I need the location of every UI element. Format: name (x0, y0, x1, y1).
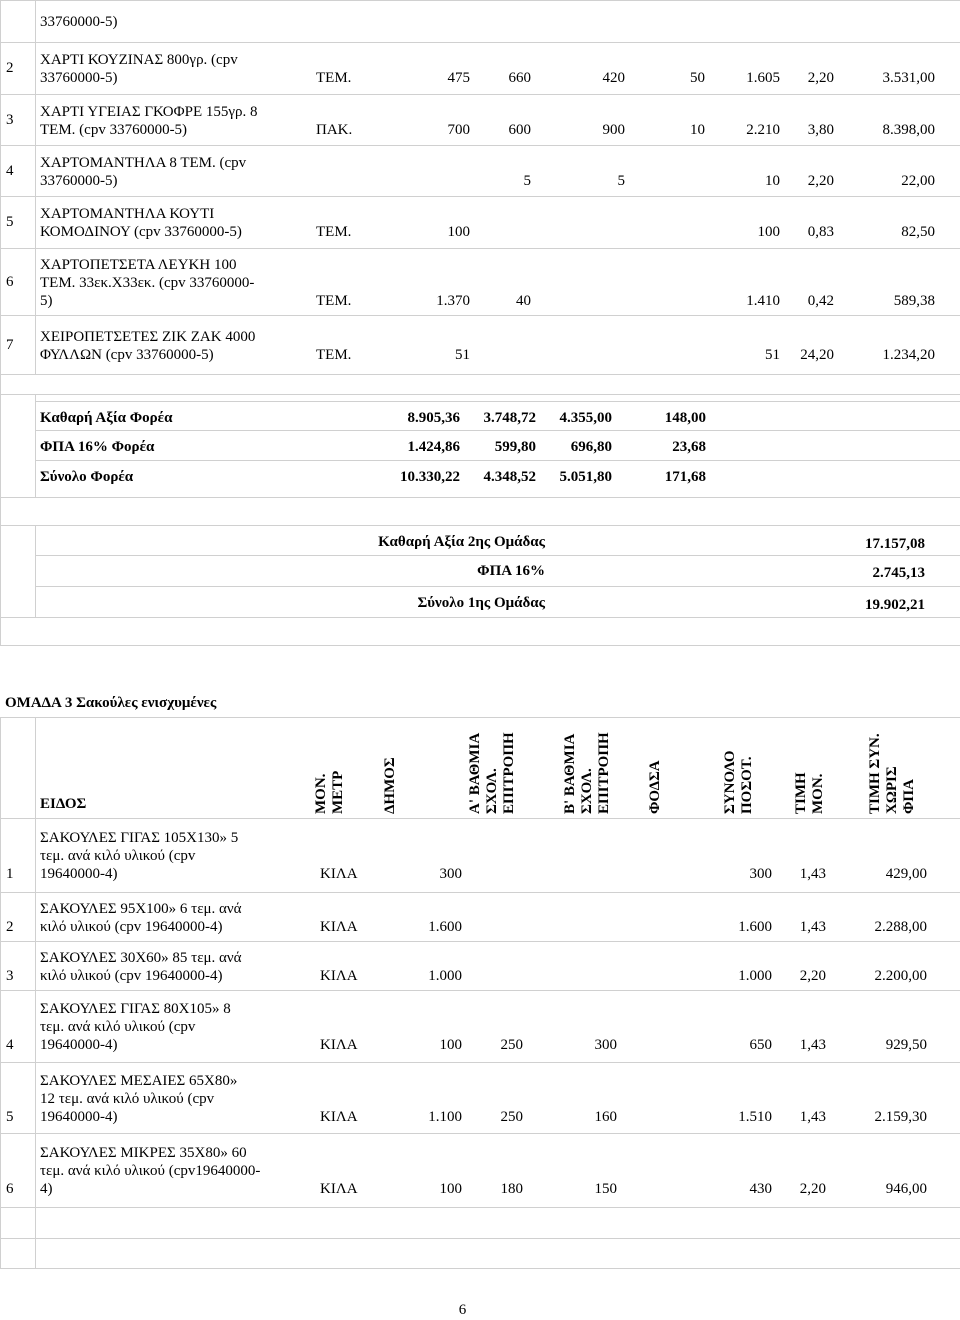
table-rule (0, 145, 960, 146)
table-rule (0, 1238, 960, 1239)
table-rule (0, 394, 960, 395)
summary-label: Καθαρή Αξία 2ης Ομάδας (378, 534, 545, 550)
price-value: 2,20 (799, 1181, 826, 1197)
amount-value: 946,00 (885, 1181, 927, 1197)
item-description: ΧΕΙΡΟΠΕΤΣΕΤΕΣ ΖΙΚ ΖΑΚ 4000 (40, 329, 256, 345)
total-value: 1.510 (738, 1109, 772, 1125)
item-description: κιλό υλικού (cpv 19640000-4) (40, 919, 223, 935)
amount-value: 2.159,30 (874, 1109, 927, 1125)
carrier-label: ΦΠΑ 16% Φορέα (40, 439, 155, 455)
table-rule (35, 525, 36, 617)
total-value: 1.410 (746, 293, 780, 309)
item-description: ΦΥΛΛΩΝ (cpv 33760000-5) (40, 347, 214, 363)
price-value: 2,20 (799, 968, 826, 984)
summary-label: Σύνολο 1ης Ομάδας (417, 595, 545, 611)
table-rule (35, 0, 36, 374)
item-description: ΣΑΚΟΥΛΕΣ ΓΙΓΑΣ 80Χ105» 8 (40, 1001, 231, 1017)
unit: ΚΙΛΑ (320, 1037, 358, 1053)
table-rule (0, 497, 960, 498)
q1-value: 1.000 (428, 968, 462, 984)
table-rule (0, 645, 960, 646)
amount-value: 2.288,00 (874, 919, 927, 935)
total-value: 1.605 (746, 70, 780, 86)
table-rule (0, 990, 960, 991)
unit: ΚΙΛΑ (320, 968, 358, 984)
header-q1: ΔΗΜΟΣ (382, 757, 398, 814)
row-number: 4 (6, 163, 14, 179)
table-rule (0, 315, 960, 316)
q4-value: 50 (690, 70, 705, 86)
table-rule (0, 374, 1, 497)
amount-value: 22,00 (901, 173, 935, 189)
row-number: 4 (6, 1037, 14, 1053)
item-description: 19640000-4) (40, 1109, 118, 1125)
table-rule (0, 0, 1, 374)
carrier-value: 23,68 (672, 439, 706, 455)
item-description: ΣΑΚΟΥΛΕΣ ΜΙΚΡΕΣ 35Χ80» 60 (40, 1145, 247, 1161)
item-description: τεμ. ανά κιλό υλικού (cpv (40, 1019, 196, 1035)
total-value: 1.600 (738, 919, 772, 935)
unit: ΤΕΜ. (316, 70, 352, 86)
table-rule (0, 1062, 960, 1063)
total-value: 10 (765, 173, 780, 189)
header-q2: Α' ΒΑΘΜΙΑ ΣΧΟΛ. ΕΠΙΤΡΟΠΗ (467, 732, 517, 814)
carrier-value: 8.905,36 (407, 410, 460, 426)
row-number: 5 (6, 214, 14, 230)
q1-value: 100 (439, 1181, 462, 1197)
q3-value: 150 (594, 1181, 617, 1197)
table-rule (0, 42, 960, 43)
carrier-value: 696,80 (570, 439, 612, 455)
unit: ΚΙΛΑ (320, 1109, 358, 1125)
item-description: ΤΕΜ. (cpv 33760000-5) (40, 122, 188, 138)
carrier-value: 171,68 (664, 469, 706, 485)
price-value: 2,20 (807, 70, 834, 86)
amount-value: 82,50 (901, 224, 935, 240)
row-number: 6 (6, 1181, 14, 1197)
item-description: ΧΑΡΤΟΠΕΤΣΕΤΑ ΛΕΥΚΗ 100 (40, 257, 237, 273)
item-description: 4) (40, 1181, 53, 1197)
total-value: 1.000 (738, 968, 772, 984)
row-number: 7 (6, 337, 14, 353)
item-description: ΣΑΚΟΥΛΕΣ 95Χ100» 6 τεμ. ανά (40, 901, 242, 917)
header-amount: ΤΙΜΗ ΣΥΝ. ΧΩΡΙΣ ΦΠΑ (867, 733, 917, 814)
q2-value: 660 (508, 70, 531, 86)
item-description: ΧΑΡΤΟΜΑΝΤΗΛΑ ΚΟΥΤΙ (40, 206, 215, 222)
q2-value: 600 (508, 122, 531, 138)
carrier-value: 10.330,22 (400, 469, 460, 485)
amount-value: 429,00 (885, 866, 927, 882)
table-rule (35, 460, 960, 461)
summary-value: 17.157,08 (865, 536, 925, 552)
table-rule (0, 717, 960, 718)
total-value: 430 (749, 1181, 772, 1197)
unit: ΤΕΜ. (316, 347, 352, 363)
table-rule (0, 617, 960, 618)
amount-value: 589,38 (893, 293, 935, 309)
price-value: 0,42 (807, 293, 834, 309)
q4-value: 10 (690, 122, 705, 138)
carrier-value: 1.424,86 (407, 439, 460, 455)
item-description: 33760000-5) (40, 14, 118, 30)
table-rule (35, 555, 960, 556)
item-description: 5) (40, 293, 53, 309)
carrier-value: 3.748,72 (483, 410, 536, 426)
q1-value: 100 (439, 1037, 462, 1053)
carrier-label: Σύνολο Φορέα (40, 469, 134, 485)
row-number: 3 (6, 112, 14, 128)
table-rule (0, 196, 960, 197)
total-value: 650 (749, 1037, 772, 1053)
q3-value: 5 (617, 173, 625, 189)
q1-value: 1.100 (428, 1109, 462, 1125)
item-description: ΤΕΜ. 33εκ.Χ33εκ. (cpv 33760000- (40, 275, 255, 291)
item-description: ΣΑΚΟΥΛΕΣ ΜΕΣΑΙΕΣ 65Χ80» (40, 1073, 238, 1089)
amount-value: 8.398,00 (882, 122, 935, 138)
carrier-label: Καθαρή Αξία Φορέα (40, 410, 173, 426)
price-value: 1,43 (799, 866, 826, 882)
table-rule (0, 818, 960, 819)
total-value: 300 (749, 866, 772, 882)
unit: ΠΑΚ. (316, 122, 353, 138)
row-number: 5 (6, 1109, 14, 1125)
price-value: 3,80 (807, 122, 834, 138)
total-value: 51 (765, 347, 780, 363)
unit: ΚΙΛΑ (320, 866, 358, 882)
table-rule (0, 892, 960, 893)
summary-value: 2.745,13 (872, 565, 925, 581)
q1-value: 1.600 (428, 919, 462, 935)
table-rule (0, 497, 1, 645)
amount-value: 2.200,00 (874, 968, 927, 984)
row-number: 1 (6, 866, 14, 882)
item-description: ΧΑΡΤΙ ΥΓΕΙΑΣ ΓΚΟΦΡΕ 155γρ. 8 (40, 104, 258, 120)
item-description: ΧΑΡΤΙ ΚΟΥΖΙΝΑΣ 800γρ. (cpv (40, 52, 238, 68)
q2-value: 180 (500, 1181, 523, 1197)
price-value: 2,20 (807, 173, 834, 189)
q2-value: 250 (500, 1037, 523, 1053)
q3-value: 900 (602, 122, 625, 138)
item-description: τεμ. ανά κιλό υλικού (cpv19640000- (40, 1163, 261, 1179)
table-rule (0, 248, 960, 249)
item-description: 19640000-4) (40, 1037, 118, 1053)
price-value: 1,43 (799, 1037, 826, 1053)
amount-value: 1.234,20 (882, 347, 935, 363)
q3-value: 160 (594, 1109, 617, 1125)
table-rule (0, 0, 960, 1)
q3-value: 420 (602, 70, 625, 86)
unit: ΚΙΛΑ (320, 919, 358, 935)
table-rule (0, 1133, 960, 1134)
item-description: ΣΑΚΟΥΛΕΣ ΓΙΓΑΣ 105Χ130» 5 (40, 830, 239, 846)
table-rule (35, 586, 960, 587)
row-number: 6 (6, 274, 14, 290)
item-description: 19640000-4) (40, 866, 118, 882)
q1-value: 1.370 (436, 293, 470, 309)
header-unit: ΜΟΝ. ΜΕΤΡ (313, 770, 346, 814)
item-description: 33760000-5) (40, 173, 118, 189)
carrier-value: 5.051,80 (559, 469, 612, 485)
table-rule (35, 401, 960, 402)
table-rule (0, 717, 1, 1268)
unit: ΚΙΛΑ (320, 1181, 358, 1197)
q2-value: 5 (523, 173, 531, 189)
q2-value: 40 (516, 293, 531, 309)
item-description: 12 τεμ. ανά κιλό υλικού (cpv (40, 1091, 215, 1107)
item-description: 33760000-5) (40, 70, 118, 86)
total-value: 2.210 (746, 122, 780, 138)
item-description: ΚΟΜΟΔΙΝΟΥ (cpv 33760000-5) (40, 224, 242, 240)
q3-value: 300 (594, 1037, 617, 1053)
price-value: 1,43 (799, 919, 826, 935)
header-q3: Β' ΒΑΘΜΙΑ ΣΧΟΛ. ΕΠΙΤΡΟΠΗ (562, 732, 612, 814)
table-rule (0, 1268, 960, 1269)
price-value: 24,20 (800, 347, 834, 363)
q1-value: 700 (447, 122, 470, 138)
carrier-value: 4.348,52 (483, 469, 536, 485)
header-q4: ΦΟΔΣΑ (647, 760, 663, 814)
price-value: 1,43 (799, 1109, 826, 1125)
row-number: 2 (6, 60, 14, 76)
total-value: 100 (757, 224, 780, 240)
row-number: 2 (6, 919, 14, 935)
table-rule (0, 525, 960, 526)
carrier-value: 4.355,00 (559, 410, 612, 426)
item-description: κιλό υλικού (cpv 19640000-4) (40, 968, 223, 984)
q2-value: 250 (500, 1109, 523, 1125)
q1-value: 300 (439, 866, 462, 882)
price-value: 0,83 (807, 224, 834, 240)
row-number: 3 (6, 968, 14, 984)
table-rule (0, 374, 960, 375)
carrier-value: 148,00 (664, 410, 706, 426)
q1-value: 51 (455, 347, 470, 363)
table-rule (35, 430, 960, 431)
item-description: ΣΑΚΟΥΛΕΣ 30Χ60» 85 τεμ. ανά (40, 950, 242, 966)
table-rule (35, 717, 36, 1268)
summary-value: 19.902,21 (865, 597, 925, 613)
table-rule (0, 94, 960, 95)
amount-value: 3.531,00 (882, 70, 935, 86)
item-description: ΧΑΡΤΟΜΑΝΤΗΛΑ 8 ΤΕΜ. (cpv (40, 155, 247, 171)
table-rule (0, 941, 960, 942)
q1-value: 475 (447, 70, 470, 86)
amount-value: 929,50 (885, 1037, 927, 1053)
item-description: τεμ. ανά κιλό υλικού (cpv (40, 848, 196, 864)
unit: ΤΕΜ. (316, 293, 352, 309)
q1-value: 100 (447, 224, 470, 240)
header-item: ΕΙΔΟΣ (40, 796, 87, 812)
header-price: ΤΙΜΗ ΜΟΝ. (793, 772, 826, 814)
page-number: 6 (458, 1302, 467, 1318)
table-rule (35, 394, 36, 497)
carrier-value: 599,80 (494, 439, 536, 455)
table-rule (0, 1207, 960, 1208)
header-total: ΣΥΝΟΛΟ ΠΟΣΟΤ. (722, 750, 755, 814)
group-title: ΟΜΑΔΑ 3 Σακούλες ενισχυμένες (5, 695, 217, 711)
summary-label: ΦΠΑ 16% (477, 563, 545, 579)
unit: ΤΕΜ. (316, 224, 352, 240)
